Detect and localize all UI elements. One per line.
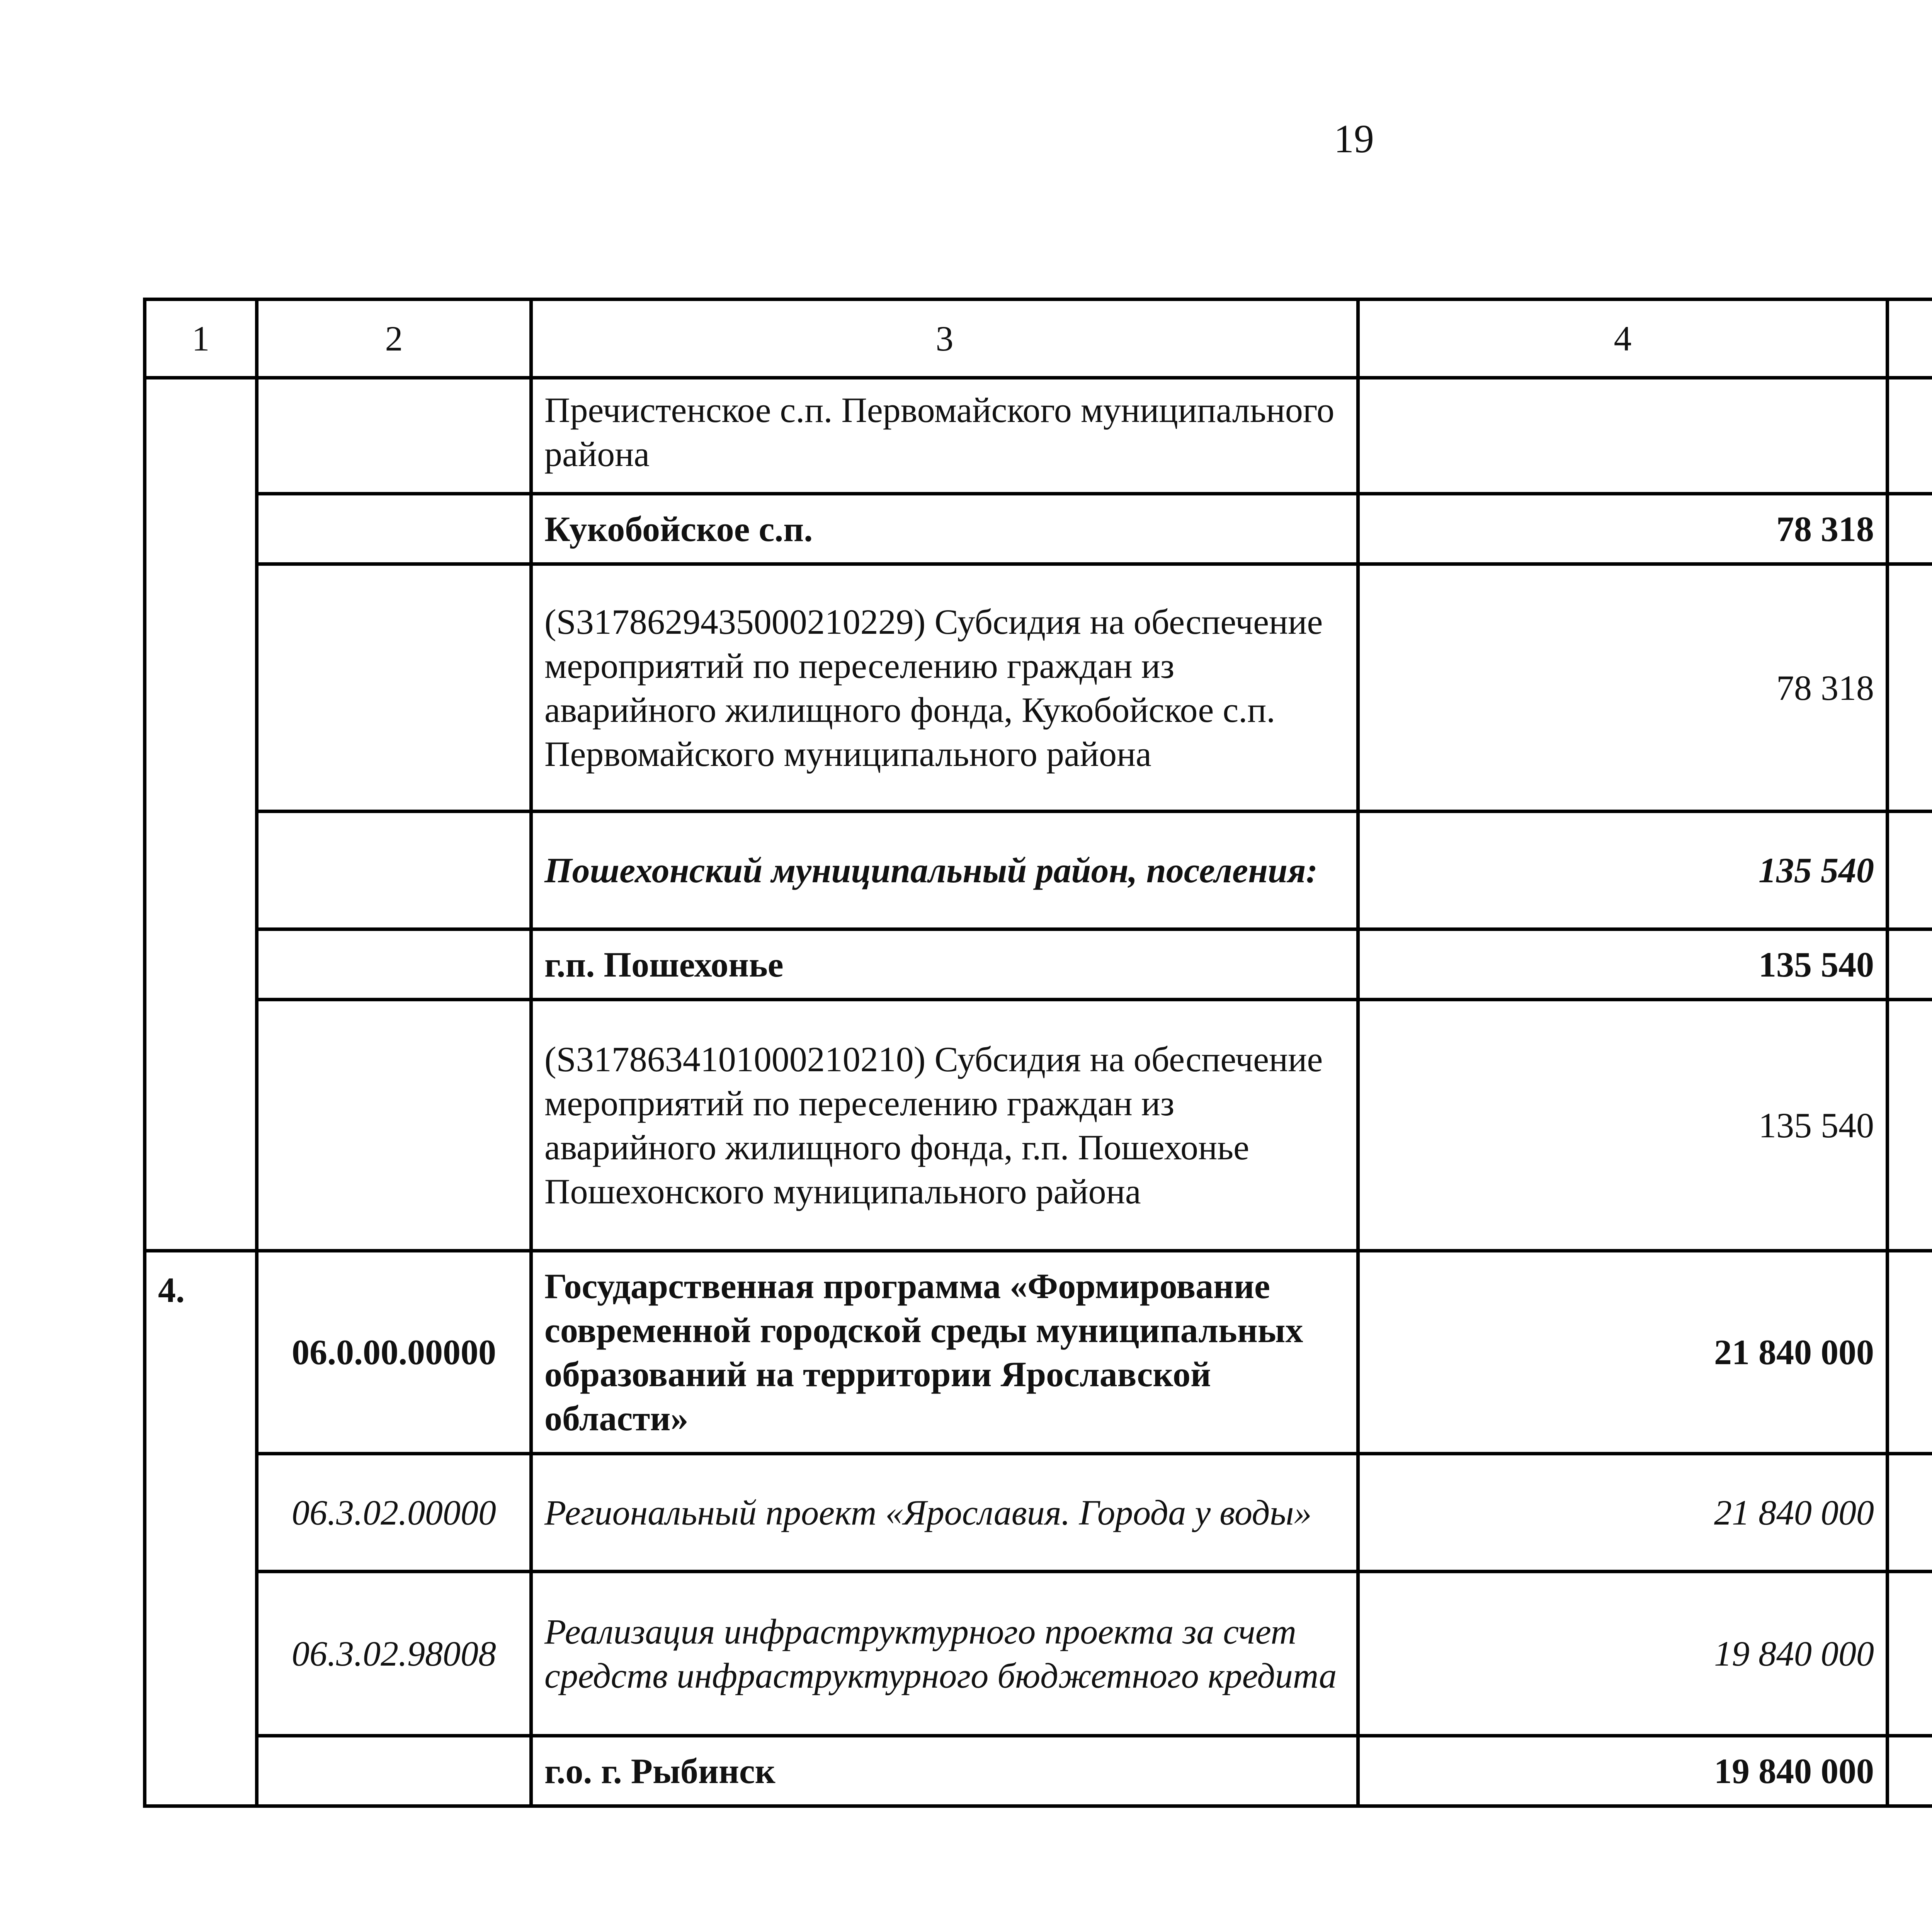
col5-cell (1888, 812, 1932, 929)
row-number-cell: 4. (145, 1251, 257, 1806)
code-cell: 06.3.02.00000 (257, 1454, 531, 1572)
table-row (145, 494, 1932, 564)
name-cell: Государственная программа «Формирование современной городской среды муниципальных образований на территории Ярославской области» (531, 1251, 1358, 1454)
col5-cell (1888, 1572, 1932, 1736)
code-cell (257, 494, 531, 564)
table-row (145, 1572, 1932, 1736)
table-row (145, 1454, 1932, 1572)
col4-cell: 135 540 (1358, 812, 1888, 929)
header-col-3: 3 (531, 299, 1358, 378)
code-cell (257, 378, 531, 494)
code-cell (257, 1736, 531, 1806)
name-cell: Региональный проект «Ярославия. Города у воды» (531, 1454, 1358, 1572)
col5-cell (1888, 1251, 1932, 1454)
col4-cell: 78 318 (1358, 494, 1888, 564)
name-cell: Кукобойское с.п. (531, 494, 1358, 564)
col4-cell: 21 840 000 (1358, 1454, 1888, 1572)
table-row (145, 1736, 1932, 1806)
name-cell: г.о. г. Рыбинск (531, 1736, 1358, 1806)
table-row (145, 1000, 1932, 1251)
col5-cell (1888, 1454, 1932, 1572)
code-cell: 06.3.02.98008 (257, 1572, 531, 1736)
name-cell: (S3178634101000210210) Субсидия на обеспечение мероприятий по переселению граждан из аварийного жилищного фонда, г.п. Пошехонье Пошехонского муниципального района (531, 1000, 1358, 1251)
col5-cell (1888, 564, 1932, 812)
code-cell (257, 929, 531, 1000)
table-row (145, 812, 1932, 929)
code-cell (257, 564, 531, 812)
col5-cell (1888, 494, 1932, 564)
col5-cell (1888, 378, 1932, 494)
name-cell: Реализация инфраструктурного проекта за счет средств инфраструктурного бюджетного кредита (531, 1572, 1358, 1736)
table-row (145, 1251, 1932, 1454)
name-cell: (S3178629435000210229) Субсидия на обеспечение мероприятий по переселению граждан из аварийного жилищного фонда, Кукобойское с.п. Первомайского муниципального района (531, 564, 1358, 812)
page-number: 19 (1334, 117, 1374, 161)
header-col-4: 4 (1358, 299, 1888, 378)
table-row (145, 564, 1932, 812)
name-cell: Пречистенское с.п. Первомайского муниципального района (531, 378, 1358, 494)
code-cell: 06.0.00.00000 (257, 1251, 531, 1454)
header-row (145, 299, 1932, 378)
code-cell (257, 812, 531, 929)
col5-cell (1888, 1000, 1932, 1251)
col4-cell: 21 840 000 (1358, 1251, 1888, 1454)
header-col-2: 2 (257, 299, 531, 378)
col5-cell (1888, 1736, 1932, 1806)
col4-cell: 19 840 000 (1358, 1572, 1888, 1736)
col4-cell: 135 540 (1358, 929, 1888, 1000)
table-row (145, 378, 1932, 494)
table-row (145, 929, 1932, 1000)
row-number-cell-empty (145, 378, 257, 1251)
col4-cell (1358, 378, 1888, 494)
header-col-5 (1888, 299, 1932, 378)
col5-cell (1888, 929, 1932, 1000)
col4-cell: 19 840 000 (1358, 1736, 1888, 1806)
name-cell: Пошехонский муниципальный район, поселения: (531, 812, 1358, 929)
col4-cell: 135 540 (1358, 1000, 1888, 1251)
name-cell: г.п. Пошехонье (531, 929, 1358, 1000)
col4-cell: 78 318 (1358, 564, 1888, 812)
budget-table (143, 298, 1932, 1808)
code-cell (257, 1000, 531, 1251)
header-col-1: 1 (145, 299, 257, 378)
